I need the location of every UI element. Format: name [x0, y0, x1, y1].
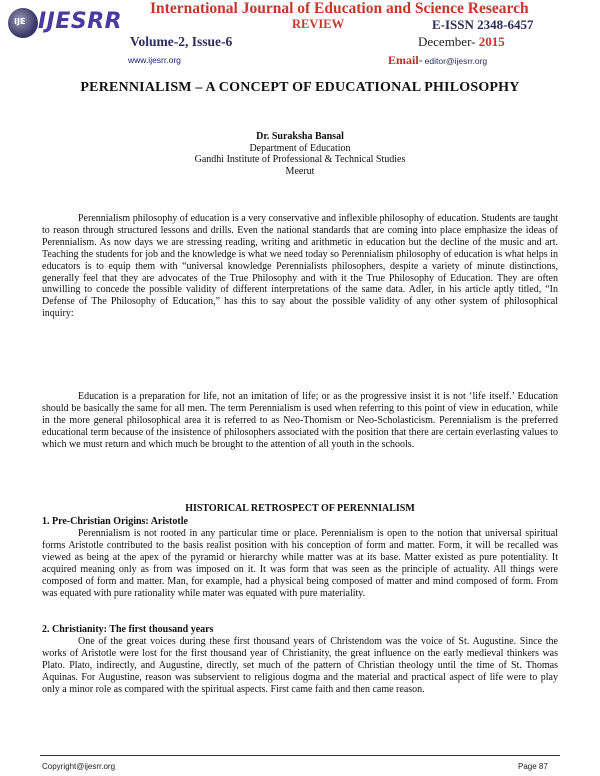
subsection-heading-2: 2. Christianity: The first thousand years: [42, 624, 214, 635]
globe-icon: IJE: [8, 8, 38, 38]
journal-review: REVIEW: [292, 17, 345, 31]
article-title: PERENNIALISM – A CONCEPT OF EDUCATIONAL PHILOSOPHY: [80, 80, 520, 95]
footer-copyright: Copyright@ijesrr.org: [42, 762, 116, 771]
logo-text: IJESRR: [38, 9, 123, 34]
intro-paragraph-2-text: Education is a preparation for life, not an imitation of life; or as the progressive insist it is not ‘life itself.’ Education should be basically the same for all men. The term Perennialism is used when referring to this point of view in education, while in the more general philosophical area it is referred to as Neo-Thomism or Neo-Scholasticism. Perennialism is the preferred educational term because of the insistence of philosophers associated with the position that there are certain everlasting values to which we must return and which much be brought to the attention of all youth in the schools.: [42, 391, 558, 450]
author-block: [0, 131, 600, 178]
footer-divider: [40, 755, 560, 756]
journal-header: [0, 0, 600, 80]
author-department: Department of Education: [249, 142, 351, 154]
journal-website[interactable]: www.ijesrr.org: [128, 55, 181, 65]
section-heading: HISTORICAL RETROSPECT OF PERENNIALISM: [185, 503, 415, 514]
subsection-paragraph-2: [42, 636, 558, 696]
author-institute: Gandhi Institute of Professional & Technical Studies: [194, 154, 406, 166]
subsection-paragraph-1: [42, 528, 558, 599]
journal-date: [418, 34, 505, 50]
intro-paragraph-2: [42, 391, 558, 451]
subsection-heading-1: 1. Pre-Christian Origins: Aristotle: [42, 516, 188, 527]
journal-title: International Journal of Education and Science Research: [150, 0, 529, 17]
author-name: Dr. Suraksha Bansal: [256, 131, 344, 142]
date-month: December-: [418, 34, 479, 49]
author-city: Meerut: [285, 166, 315, 178]
journal-email: [388, 53, 487, 68]
journal-issn: E-ISSN 2348-6457: [432, 17, 534, 32]
email-address[interactable]: editor@ijesrr.org: [424, 56, 488, 66]
subsection-paragraph-1-text: Perennialism is not rooted in any particular time or place. Perennialism is open to the notion that universal spiritual forms Aristotle contributed to the basis realist position with his conception of form and matter. Form, it will be recalled was viewed as being at the apex of the pyramid or hierarchy while matter was at its base. Matter existed as pure potentiality. It acquired meaning only as from was imposed on it. It was form that was seen as the principle of actuality. All things were composed of form and matter. Man, for example, had a physical being composed of matter and mind composed of form. From was equated with pure rationality while mater was equated with pure materiality.: [42, 528, 558, 599]
email-label: Email-: [388, 53, 423, 67]
journal-logo: [8, 8, 132, 40]
date-year: 2015: [478, 34, 505, 49]
intro-paragraph-1: [42, 213, 558, 320]
journal-volume: Volume-2, Issue-6: [130, 34, 233, 49]
intro-paragraph-1-text: Perennialism philosophy of education is a very conservative and inflexible philosophy of education. Students are taught to reason through structured lessons and drills. Even the national standards that are coming into place emphasize the ideas of Perennialism. As now days we are stressing reading, writing and arithmetic in education but the decline of the music and art. Teaching the students for job and the knowledge is what we need today so Perennialism philosophy of education is what helps in educators is to equip them with “universal knowledge Perennialists philosophers, despite a variety of minute distinctions, generally feel that they are advocates of the True Philosophy and with it the True Philosophy of Education. They are often unwilling to concede the possible validity of different interpretations of the same data. Adler, in his article aptly titled, “In Defense of The Philosophy of Education,” has this to say about the possible validity of any other system of philosophical inquiry:: [42, 213, 558, 320]
footer-page-number: Page 87: [518, 762, 548, 771]
subsection-paragraph-2-text: One of the great voices during these first thousand years of Christendom was the voice of St. Augustine. Since the works of Aristotle were lost for the first thousand year of Christianity, the great influence on the early medieval thinkers was Plato. Plato, indirectly, and Augustine, directly, set much of the pattern of Christian theology until the time of St. Thomas Aquinas. For Augustine, reason was subservient to religious dogma and the material and practical aspect of life were to play only a minor role as compared with the spiritual aspects. First came faith and then came reason.: [42, 636, 558, 695]
